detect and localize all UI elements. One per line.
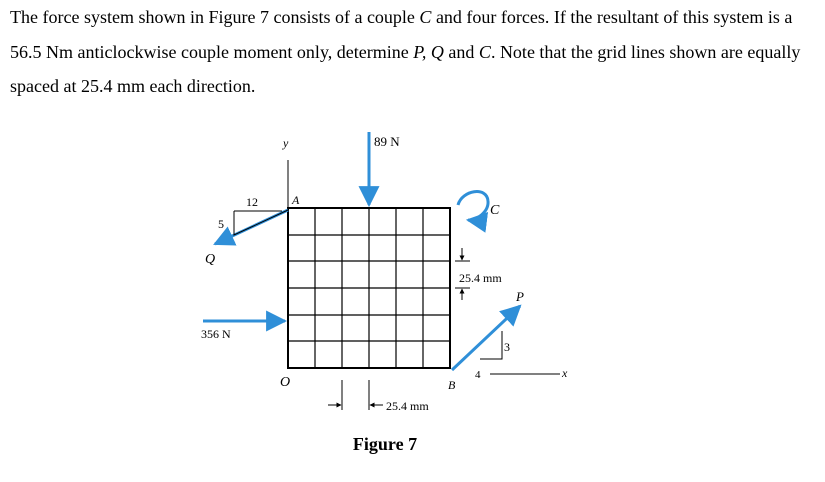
point-b-label: B (448, 378, 456, 392)
couple-c-arrow (458, 192, 488, 221)
couple-c-label: C (490, 203, 500, 218)
slope-q-rise-label: 5 (218, 217, 224, 231)
figure-caption: Figure 7 (352, 434, 418, 454)
force-p-arrow (452, 306, 520, 370)
slope-triangle-q (234, 210, 288, 235)
origin-label: O (280, 375, 291, 390)
x-axis-label: x (562, 366, 568, 380)
text-segment: and four forces. If the resultant of this system is a 56.5 Nm anticlockwise couple moment only, determine (10, 7, 793, 62)
text-segment: The force system shown in Figure 7 consists of a couple (10, 7, 420, 27)
variable-p: P, (413, 41, 427, 62)
grid (288, 208, 450, 368)
variable-c: C (419, 7, 432, 27)
y-axis-label: y (283, 136, 289, 150)
slope-p-rise-label: 3 (504, 340, 510, 354)
variable-c: C (478, 41, 491, 62)
text-segment: . Note that the grid lines shown are equally spaced at 25.4 mm each direction. (10, 41, 801, 96)
horizontal-spacing-label: 25.4 mm (386, 399, 429, 413)
slope-p-run-label: 4 (475, 369, 481, 381)
horizontal-spacing-dimension (328, 380, 383, 410)
slope-q-run-label: 12 (246, 195, 258, 209)
point-a-label: A (292, 193, 300, 207)
force-p-label: P (516, 289, 524, 304)
vertical-spacing-label: 25.4 mm (459, 271, 502, 285)
force-q-label: Q (205, 252, 216, 267)
force-89-label: 89 N (374, 134, 400, 149)
variable-q: Q (430, 41, 444, 62)
text-segment: and (443, 41, 479, 62)
force-356-label: 356 N (201, 327, 231, 341)
